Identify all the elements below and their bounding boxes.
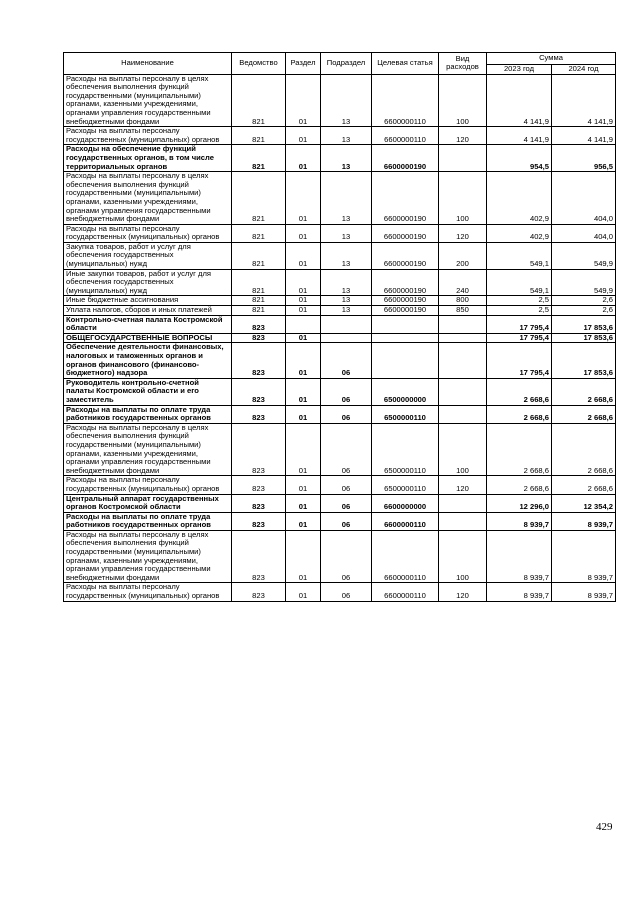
cell-target xyxy=(372,333,439,343)
cell-expense-type xyxy=(439,343,487,378)
cell-section: 01 xyxy=(286,512,321,530)
cell-2024: 2,6 xyxy=(552,306,616,316)
header-subsection: Подраздел xyxy=(321,53,372,75)
table-row xyxy=(64,315,616,333)
cell-2023: 549,1 xyxy=(487,242,552,269)
table-row xyxy=(64,333,616,343)
cell-name: Расходы на выплаты персоналу в целях обеспечения выполнения функций государственными (муниципальными) органами, казенными учреждениями, органами управления государственными внебюджетными фондами xyxy=(64,172,232,225)
table-row xyxy=(64,127,616,145)
cell-subsection: 06 xyxy=(321,343,372,378)
cell-2023: 2,5 xyxy=(487,306,552,316)
cell-subsection xyxy=(321,333,372,343)
cell-expense-type: 200 xyxy=(439,242,487,269)
cell-2024: 17 853,6 xyxy=(552,333,616,343)
cell-name: Расходы на выплаты персоналу государственных (муниципальных) органов xyxy=(64,224,232,242)
cell-expense-type: 800 xyxy=(439,296,487,306)
table-row xyxy=(64,583,616,601)
cell-name: ОБЩЕГОСУДАРСТВЕННЫЕ ВОПРОСЫ xyxy=(64,333,232,343)
cell-name: Расходы на выплаты персоналу в целях обеспечения выполнения функций государственными (муниципальными) органами, казенными учреждениями, органами управления государственными внебюджетными фондами xyxy=(64,530,232,583)
cell-department: 821 xyxy=(232,127,286,145)
cell-2023: 2 668,6 xyxy=(487,476,552,494)
cell-subsection: 13 xyxy=(321,242,372,269)
cell-2023: 2 668,6 xyxy=(487,405,552,423)
cell-department: 823 xyxy=(232,494,286,512)
cell-expense-type xyxy=(439,145,487,172)
table-row xyxy=(64,172,616,225)
cell-name: Контрольно-счетная палата Костромской области xyxy=(64,315,232,333)
cell-2023: 4 141,9 xyxy=(487,127,552,145)
cell-name: Расходы на выплаты персоналу государственных (муниципальных) органов xyxy=(64,476,232,494)
cell-department: 821 xyxy=(232,306,286,316)
header-year-2024: 2024 год xyxy=(552,65,616,75)
table-row xyxy=(64,494,616,512)
cell-department: 823 xyxy=(232,530,286,583)
cell-name: Иные закупки товаров, работ и услуг для обеспечения государственных (муниципальных) нужд xyxy=(64,269,232,296)
cell-subsection: 13 xyxy=(321,269,372,296)
header-year-2023: 2023 год xyxy=(487,65,552,75)
table-row xyxy=(64,530,616,583)
table-row xyxy=(64,74,616,127)
cell-department: 821 xyxy=(232,145,286,172)
cell-target: 6600000190 xyxy=(372,296,439,306)
table-row xyxy=(64,343,616,378)
cell-name: Обеспечение деятельности финансовых, налоговых и таможенных органов и органов финансового (финансово-бюджетного) надзора xyxy=(64,343,232,378)
cell-department: 823 xyxy=(232,423,286,476)
cell-name: Расходы на обеспечение функций государственных органов, в том числе территориальных органов xyxy=(64,145,232,172)
cell-department: 823 xyxy=(232,583,286,601)
cell-expense-type xyxy=(439,333,487,343)
table-row xyxy=(64,145,616,172)
cell-name: Расходы на выплаты персоналу государственных (муниципальных) органов xyxy=(64,127,232,145)
cell-department: 821 xyxy=(232,74,286,127)
cell-department: 821 xyxy=(232,224,286,242)
cell-expense-type: 120 xyxy=(439,476,487,494)
cell-expense-type: 100 xyxy=(439,74,487,127)
header-expense-type: Вид расходов xyxy=(439,53,487,75)
cell-expense-type xyxy=(439,315,487,333)
cell-2023: 402,9 xyxy=(487,224,552,242)
cell-name: Закупка товаров, работ и услуг для обеспечения государственных (муниципальных) нужд xyxy=(64,242,232,269)
page-number: 429 xyxy=(596,821,613,833)
cell-section: 01 xyxy=(286,343,321,378)
cell-2024: 4 141,9 xyxy=(552,127,616,145)
cell-target: 6500000110 xyxy=(372,405,439,423)
cell-name: Иные бюджетные ассигнования xyxy=(64,296,232,306)
cell-department: 823 xyxy=(232,343,286,378)
cell-expense-type: 120 xyxy=(439,224,487,242)
cell-department: 823 xyxy=(232,512,286,530)
cell-name: Расходы на выплаты персоналу в целях обеспечения выполнения функций государственными (муниципальными) органами, казенными учреждениями, органами управления государственными внебюджетными фондами xyxy=(64,423,232,476)
cell-2024: 404,0 xyxy=(552,172,616,225)
cell-expense-type: 100 xyxy=(439,423,487,476)
cell-expense-type xyxy=(439,494,487,512)
cell-department: 823 xyxy=(232,476,286,494)
cell-section: 01 xyxy=(286,306,321,316)
cell-section: 01 xyxy=(286,378,321,405)
cell-section: 01 xyxy=(286,74,321,127)
cell-subsection: 13 xyxy=(321,306,372,316)
table-row xyxy=(64,423,616,476)
cell-name: Руководитель контрольно-счетной палаты Костромской области и его заместитель xyxy=(64,378,232,405)
cell-2024: 2 668,6 xyxy=(552,405,616,423)
cell-target xyxy=(372,343,439,378)
cell-expense-type xyxy=(439,405,487,423)
cell-target: 6500000000 xyxy=(372,378,439,405)
cell-2023: 2,5 xyxy=(487,296,552,306)
cell-target: 6600000000 xyxy=(372,494,439,512)
cell-subsection: 06 xyxy=(321,494,372,512)
cell-2024: 956,5 xyxy=(552,145,616,172)
cell-department: 821 xyxy=(232,242,286,269)
cell-2024: 404,0 xyxy=(552,224,616,242)
header-department: Ведомство xyxy=(232,53,286,75)
cell-2024: 8 939,7 xyxy=(552,583,616,601)
cell-2024: 8 939,7 xyxy=(552,512,616,530)
cell-expense-type: 120 xyxy=(439,127,487,145)
header-target: Целевая статья xyxy=(372,53,439,75)
table-row xyxy=(64,296,616,306)
cell-department: 823 xyxy=(232,405,286,423)
cell-name: Расходы на выплаты по оплате труда работников государственных органов xyxy=(64,512,232,530)
cell-name: Расходы на выплаты по оплате труда работников государственных органов xyxy=(64,405,232,423)
cell-target: 6500000110 xyxy=(372,476,439,494)
cell-subsection xyxy=(321,315,372,333)
cell-department: 823 xyxy=(232,315,286,333)
table-row xyxy=(64,269,616,296)
cell-2023: 402,9 xyxy=(487,172,552,225)
table-row xyxy=(64,224,616,242)
cell-target: 6600000190 xyxy=(372,224,439,242)
cell-section: 01 xyxy=(286,145,321,172)
cell-2023: 12 296,0 xyxy=(487,494,552,512)
table-row xyxy=(64,512,616,530)
cell-2024: 8 939,7 xyxy=(552,530,616,583)
cell-expense-type: 240 xyxy=(439,269,487,296)
cell-target: 6600000190 xyxy=(372,269,439,296)
cell-2023: 2 668,6 xyxy=(487,378,552,405)
cell-section xyxy=(286,315,321,333)
cell-section: 01 xyxy=(286,172,321,225)
cell-subsection: 13 xyxy=(321,172,372,225)
cell-target: 6600000110 xyxy=(372,583,439,601)
cell-2023: 17 795,4 xyxy=(487,333,552,343)
header-sum: Сумма xyxy=(487,53,616,65)
cell-section: 01 xyxy=(286,494,321,512)
cell-target: 6500000110 xyxy=(372,423,439,476)
cell-expense-type: 100 xyxy=(439,530,487,583)
budget-table xyxy=(63,52,616,602)
cell-2023: 17 795,4 xyxy=(487,343,552,378)
header-name: Наименование xyxy=(64,53,232,75)
cell-section: 01 xyxy=(286,269,321,296)
cell-subsection: 13 xyxy=(321,145,372,172)
cell-section: 01 xyxy=(286,242,321,269)
cell-target: 6600000190 xyxy=(372,145,439,172)
cell-subsection: 06 xyxy=(321,530,372,583)
cell-subsection: 06 xyxy=(321,405,372,423)
cell-subsection: 13 xyxy=(321,224,372,242)
cell-2023: 2 668,6 xyxy=(487,423,552,476)
cell-expense-type xyxy=(439,512,487,530)
cell-2023: 17 795,4 xyxy=(487,315,552,333)
cell-2024: 4 141,9 xyxy=(552,74,616,127)
cell-name: Центральный аппарат государственных органов Костромской области xyxy=(64,494,232,512)
cell-2024: 2 668,6 xyxy=(552,476,616,494)
cell-section: 01 xyxy=(286,296,321,306)
cell-2023: 8 939,7 xyxy=(487,583,552,601)
cell-department: 821 xyxy=(232,269,286,296)
cell-department: 823 xyxy=(232,333,286,343)
cell-expense-type: 100 xyxy=(439,172,487,225)
cell-subsection: 13 xyxy=(321,127,372,145)
header-section: Раздел xyxy=(286,53,321,75)
cell-section: 01 xyxy=(286,405,321,423)
cell-subsection: 06 xyxy=(321,423,372,476)
cell-2024: 2,6 xyxy=(552,296,616,306)
cell-section: 01 xyxy=(286,530,321,583)
cell-section: 01 xyxy=(286,333,321,343)
cell-target: 6600000110 xyxy=(372,512,439,530)
cell-target: 6600000110 xyxy=(372,127,439,145)
cell-target: 6600000190 xyxy=(372,172,439,225)
cell-name: Расходы на выплаты персоналу в целях обеспечения выполнения функций государственными (муниципальными) органами, казенными учреждениями, органами управления государственными внебюджетными фондами xyxy=(64,74,232,127)
cell-section: 01 xyxy=(286,476,321,494)
cell-expense-type: 120 xyxy=(439,583,487,601)
cell-2023: 8 939,7 xyxy=(487,530,552,583)
cell-subsection: 06 xyxy=(321,378,372,405)
cell-subsection: 06 xyxy=(321,476,372,494)
table-row xyxy=(64,306,616,316)
cell-2023: 8 939,7 xyxy=(487,512,552,530)
cell-section: 01 xyxy=(286,583,321,601)
table-row xyxy=(64,378,616,405)
cell-department: 821 xyxy=(232,172,286,225)
table-row xyxy=(64,476,616,494)
cell-department: 821 xyxy=(232,296,286,306)
cell-section: 01 xyxy=(286,127,321,145)
cell-expense-type: 850 xyxy=(439,306,487,316)
cell-target: 6600000190 xyxy=(372,242,439,269)
cell-expense-type xyxy=(439,378,487,405)
table-row xyxy=(64,405,616,423)
cell-subsection: 13 xyxy=(321,296,372,306)
cell-2024: 2 668,6 xyxy=(552,423,616,476)
cell-section: 01 xyxy=(286,224,321,242)
cell-name: Расходы на выплаты персоналу государственных (муниципальных) органов xyxy=(64,583,232,601)
cell-2024: 17 853,6 xyxy=(552,343,616,378)
cell-target: 6600000110 xyxy=(372,530,439,583)
cell-2024: 2 668,6 xyxy=(552,378,616,405)
cell-2024: 12 354,2 xyxy=(552,494,616,512)
cell-target: 6600000110 xyxy=(372,74,439,127)
cell-2023: 4 141,9 xyxy=(487,74,552,127)
cell-target xyxy=(372,315,439,333)
cell-target: 6600000190 xyxy=(372,306,439,316)
table-row xyxy=(64,242,616,269)
cell-department: 823 xyxy=(232,378,286,405)
cell-2024: 549,9 xyxy=(552,242,616,269)
cell-2024: 17 853,6 xyxy=(552,315,616,333)
table-body xyxy=(64,74,616,601)
cell-section: 01 xyxy=(286,423,321,476)
cell-2023: 549,1 xyxy=(487,269,552,296)
cell-subsection: 06 xyxy=(321,512,372,530)
cell-subsection: 06 xyxy=(321,583,372,601)
cell-2024: 549,9 xyxy=(552,269,616,296)
cell-name: Уплата налогов, сборов и иных платежей xyxy=(64,306,232,316)
cell-subsection: 13 xyxy=(321,74,372,127)
cell-2023: 954,5 xyxy=(487,145,552,172)
